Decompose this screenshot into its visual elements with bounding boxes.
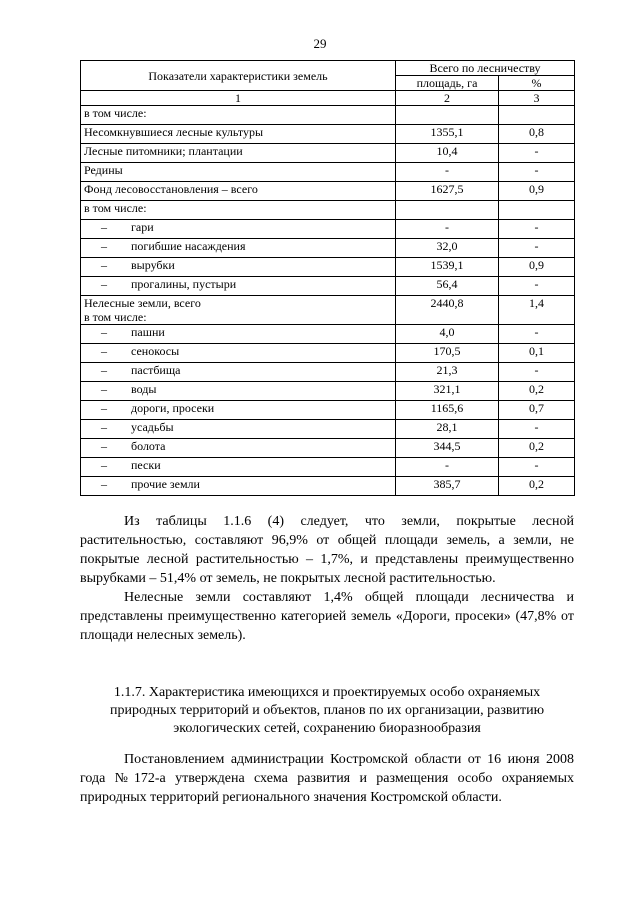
table-row — [81, 106, 575, 125]
row-label — [81, 382, 396, 401]
row-label — [81, 363, 396, 382]
row-area — [396, 106, 499, 125]
row-label-text: пастбища — [131, 363, 181, 377]
row-area: 4,0 — [396, 325, 499, 344]
row-percent: 0,8 — [499, 125, 575, 144]
row-label-line: Нелесные земли, всего — [84, 296, 201, 310]
paragraph-regulation: Постановлением администрации Костромской области от 16 июня 2008 года №172-а утверждена схема развития и размещения особо охраняемых природных территорий регионального значения Костромской области. — [80, 752, 574, 805]
table-row — [81, 477, 575, 496]
row-label-line: в том числе: — [84, 310, 147, 324]
row-area — [396, 201, 499, 220]
header-col-number-1: 1 — [81, 91, 396, 106]
row-area: 344,5 — [396, 439, 499, 458]
row-label: Несомкнувшиеся лесные культуры — [81, 125, 396, 144]
row-percent: - — [499, 220, 575, 239]
row-label: Фонд лесовосстановления – всего — [81, 182, 396, 201]
row-area: 1165,6 — [396, 401, 499, 420]
row-area: 1627,5 — [396, 182, 499, 201]
row-label — [81, 439, 396, 458]
row-percent: 0,2 — [499, 477, 575, 496]
row-percent: 0,2 — [499, 382, 575, 401]
row-label: Редины — [81, 163, 396, 182]
table-row — [81, 220, 575, 239]
row-label — [81, 325, 396, 344]
table-row — [81, 401, 575, 420]
row-area: - — [396, 458, 499, 477]
row-label-text: прочие земли — [131, 477, 200, 491]
header-indicators: Показатели характеристики земель — [81, 61, 396, 91]
table-row — [81, 201, 575, 220]
row-percent: - — [499, 325, 575, 344]
land-characteristics-table — [80, 60, 575, 496]
row-label-text: дороги, просеки — [131, 401, 215, 415]
row-label: в том числе: — [81, 201, 396, 220]
table-row — [81, 296, 575, 325]
row-area: 2440,8 — [396, 296, 499, 325]
row-percent: - — [499, 458, 575, 477]
row-area: 385,7 — [396, 477, 499, 496]
row-percent: - — [499, 277, 575, 296]
row-label: в том числе: — [81, 106, 396, 125]
paragraph-covered-lands: Из таблицы 1.1.6 (4) следует, что земли, покрытые лесной растительностью, составляют 96,9% от общей площади земель, а земли, не покрытые лесной растительностью – 1,7%, и представлены преимущественно вырубками – 51,4% от земель, не покрытых лесной растительностью. — [80, 514, 574, 586]
row-area: 28,1 — [396, 420, 499, 439]
row-area: 1539,1 — [396, 258, 499, 277]
row-percent: 0,9 — [499, 258, 575, 277]
row-percent: 0,1 — [499, 344, 575, 363]
row-area: 1355,1 — [396, 125, 499, 144]
row-label — [81, 239, 396, 258]
row-label — [81, 401, 396, 420]
row-label-text: гари — [131, 220, 154, 234]
row-percent: 0,7 — [499, 401, 575, 420]
row-label — [81, 477, 396, 496]
table-row — [81, 239, 575, 258]
row-percent — [499, 106, 575, 125]
row-label — [81, 296, 396, 325]
row-label-text: болота — [131, 439, 166, 453]
row-percent: - — [499, 163, 575, 182]
row-label — [81, 220, 396, 239]
row-percent: - — [499, 144, 575, 163]
page-number: 29 — [313, 36, 327, 51]
table-body — [81, 106, 575, 496]
table-row — [81, 363, 575, 382]
row-label-text: вырубки — [131, 258, 175, 272]
paragraph-non-forest-lands: Нелесные земли составляют 1,4% общей площади лесничества и представлены преимущественно категорией земель «Дороги, просеки» (47,8% от площади нелесных земель). — [80, 590, 574, 643]
row-label-text: пашни — [131, 325, 165, 339]
header-col-number-3: 3 — [499, 91, 575, 106]
row-label-text: сенокосы — [131, 344, 180, 358]
row-area: 56,4 — [396, 277, 499, 296]
row-area: 321,1 — [396, 382, 499, 401]
row-label — [81, 258, 396, 277]
row-label-text: усадьбы — [131, 420, 174, 434]
row-area: 32,0 — [396, 239, 499, 258]
header-percent: % — [499, 76, 575, 91]
row-label-text: прогалины, пустыри — [131, 277, 237, 291]
table-row — [81, 458, 575, 477]
protected-areas-paragraph — [80, 750, 574, 807]
row-label: Лесные питомники; плантации — [81, 144, 396, 163]
analysis-paragraph — [80, 512, 574, 645]
header-area: площадь, га — [396, 76, 499, 91]
row-label — [81, 420, 396, 439]
row-percent: 0,2 — [499, 439, 575, 458]
row-area: - — [396, 163, 499, 182]
row-area: 10,4 — [396, 144, 499, 163]
table-row — [81, 125, 575, 144]
table-row — [81, 420, 575, 439]
section-heading: 1.1.7. Характеристика имеющихся и проектируемых особо охраняемых природных территорий и объектов, планов по их организации, развитию экологических сетей, сохранению биоразнообразия — [109, 685, 545, 736]
row-percent: - — [499, 363, 575, 382]
table-row — [81, 439, 575, 458]
table-row — [81, 163, 575, 182]
row-percent: - — [499, 239, 575, 258]
table-row — [81, 325, 575, 344]
row-area: - — [396, 220, 499, 239]
header-total-forestry: Всего по лесничеству — [396, 61, 575, 76]
row-percent: 0,9 — [499, 182, 575, 201]
row-label-text: погибшие насаждения — [131, 239, 246, 253]
table-row — [81, 344, 575, 363]
row-area: 170,5 — [396, 344, 499, 363]
row-label — [81, 458, 396, 477]
row-label-text: пески — [131, 458, 161, 472]
table-row — [81, 182, 575, 201]
row-percent: - — [499, 420, 575, 439]
row-percent: 1,4 — [499, 296, 575, 325]
row-percent — [499, 201, 575, 220]
table-row — [81, 258, 575, 277]
row-area: 21,3 — [396, 363, 499, 382]
table-row — [81, 277, 575, 296]
table-row — [81, 144, 575, 163]
row-label-text: воды — [131, 382, 157, 396]
header-col-number-2: 2 — [396, 91, 499, 106]
row-label — [81, 277, 396, 296]
row-label — [81, 344, 396, 363]
table-row — [81, 382, 575, 401]
